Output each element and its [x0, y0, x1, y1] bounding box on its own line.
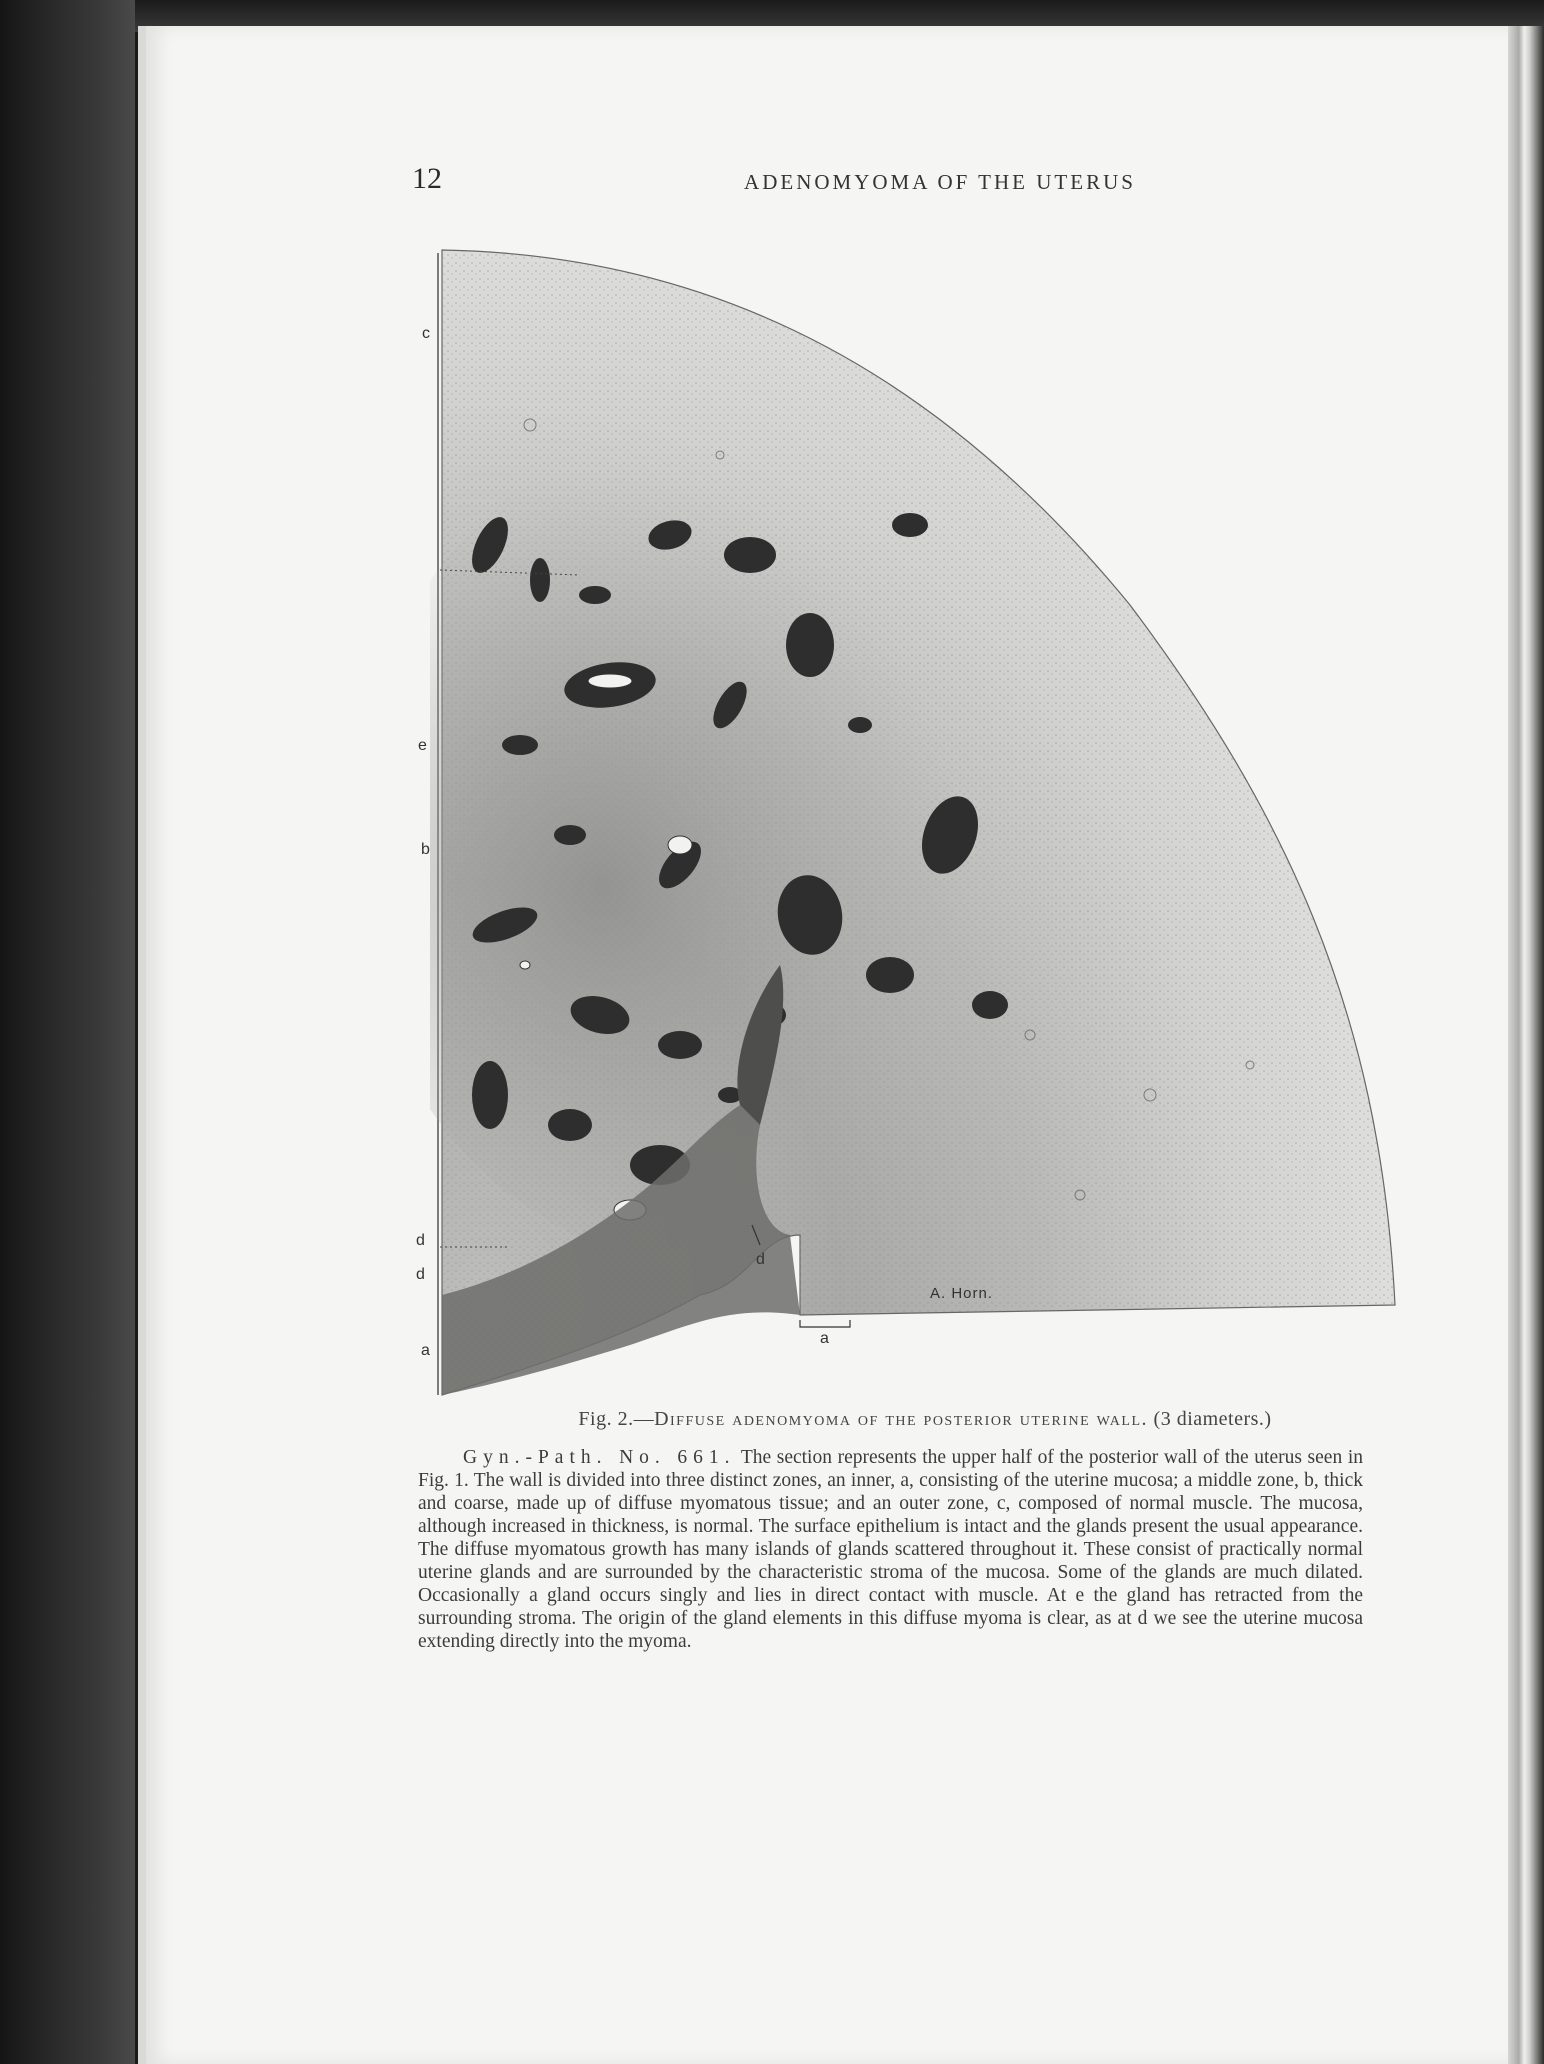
page-stack-edge — [1508, 26, 1544, 2064]
bracket-label-a: a — [820, 1330, 829, 1347]
zone-label-e: e — [418, 737, 427, 754]
zone-label-d-lower: d — [416, 1266, 425, 1283]
description-text: The section represents the upper half of the posterior wall of the uterus seen in Fig. 1. The wall is divided into three distinct zones, an inner, a, consisting of the uterine mucosa; a middle zone, b, thick and coarse, made up of diffuse myomatous tissue; and an outer zone, c, composed of normal muscle. The mucosa, although increased in thickness, is normal. The surface epithelium is intact and the glands present the usual appearance. The diffuse myomatous growth has many islands of glands scattered throughout it. These consist of practically normal uterine glands and are surrounded by the characteristic stroma of the mucosa. Some of the glands are much dilated. Occasionally a gland occurs singly and lies in direct contact with muscle. At e the gland has retracted from the surrounding stroma. The origin of the gland elements in this diffuse myoma is clear, as at d we see the uterine mucosa extending directly into the myoma. — [418, 1447, 1363, 1652]
caption-title: Diffuse adenomyoma of the posterior uterine wall. — [654, 1408, 1149, 1430]
specimen-number: Gyn.-Path. No. 661. — [463, 1447, 736, 1468]
histology-figure — [416, 245, 1400, 1405]
scan-background-left — [0, 0, 135, 2064]
artist-signature: A. Horn. — [930, 1285, 994, 1302]
caption-magnification: (3 diameters.) — [1153, 1408, 1272, 1430]
arrow-label-d: d — [756, 1251, 765, 1268]
running-head: ADENOMYOMA OF THE UTERUS — [744, 170, 1136, 194]
zone-label-c: c — [422, 325, 430, 342]
zone-label-a: a — [421, 1342, 430, 1359]
uterine-wall-section-illustration — [430, 245, 1400, 1405]
caption-prefix: Fig. 2.— — [578, 1408, 655, 1430]
bracket-a — [800, 1320, 850, 1327]
page-number: 12 — [412, 162, 442, 195]
figure-caption — [470, 1408, 1380, 1431]
zone-label-b: b — [421, 841, 430, 858]
zone-label-d-upper: d — [416, 1232, 425, 1249]
figure-description — [418, 1446, 1363, 1653]
